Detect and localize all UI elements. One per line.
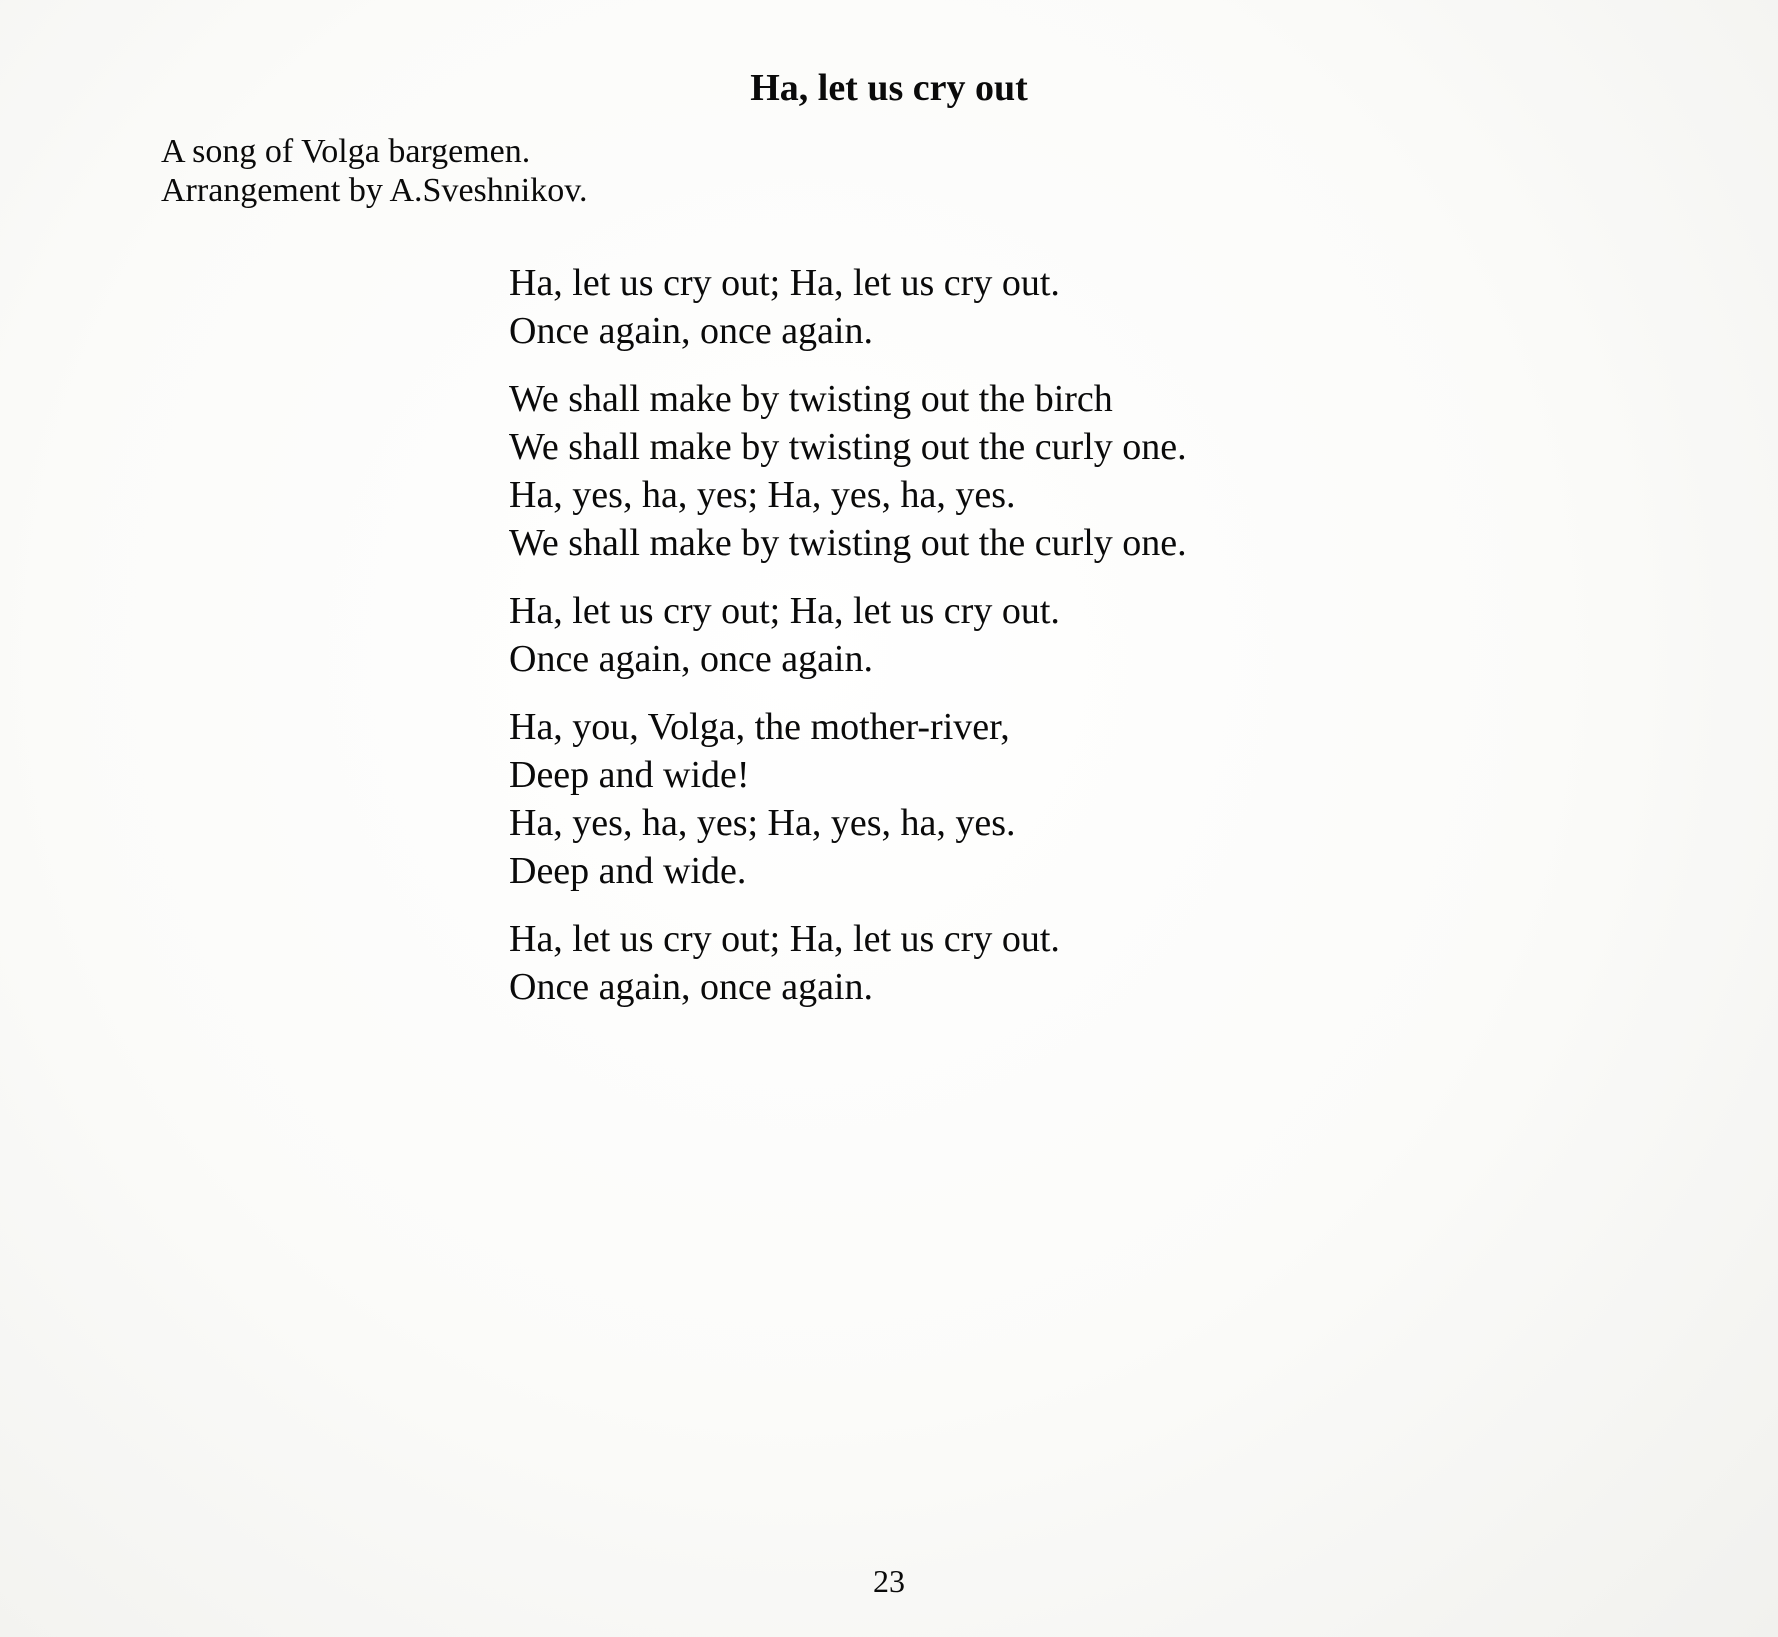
subtitle-arrangement: Arrangement by A.Sveshnikov. <box>161 172 588 209</box>
lyric-line: Once again, once again. <box>509 638 873 680</box>
lyric-line: Deep and wide! <box>509 754 750 796</box>
stanza-3 <box>509 587 1187 683</box>
lyric-line: Once again, once again. <box>509 966 873 1008</box>
page-number: 23 <box>873 1563 905 1599</box>
stanza-5 <box>509 915 1187 1011</box>
lyric-line: We shall make by twisting out the birch <box>509 378 1113 420</box>
song-title: Ha, let us cry out <box>750 67 1028 109</box>
lyric-line: Ha, yes, ha, yes; Ha, yes, ha, yes. <box>509 474 1016 516</box>
stanza-4 <box>509 703 1187 895</box>
subtitle-song-description: A song of Volga bargemen. <box>161 133 531 170</box>
lyrics <box>509 259 1187 1031</box>
lyric-line: We shall make by twisting out the curly one. <box>509 426 1187 468</box>
stanza-2 <box>509 375 1187 567</box>
stanza-1 <box>509 259 1187 355</box>
lyric-line: We shall make by twisting out the curly one. <box>509 522 1187 564</box>
lyric-line: Deep and wide. <box>509 850 747 892</box>
song-subtitle <box>161 132 588 210</box>
lyric-line: Once again, once again. <box>509 310 873 352</box>
lyric-line: Ha, let us cry out; Ha, let us cry out. <box>509 590 1060 632</box>
lyric-line: Ha, yes, ha, yes; Ha, yes, ha, yes. <box>509 802 1016 844</box>
lyric-line: Ha, let us cry out; Ha, let us cry out. <box>509 918 1060 960</box>
lyric-line: Ha, you, Volga, the mother-river, <box>509 706 1010 748</box>
lyric-line: Ha, let us cry out; Ha, let us cry out. <box>509 262 1060 304</box>
